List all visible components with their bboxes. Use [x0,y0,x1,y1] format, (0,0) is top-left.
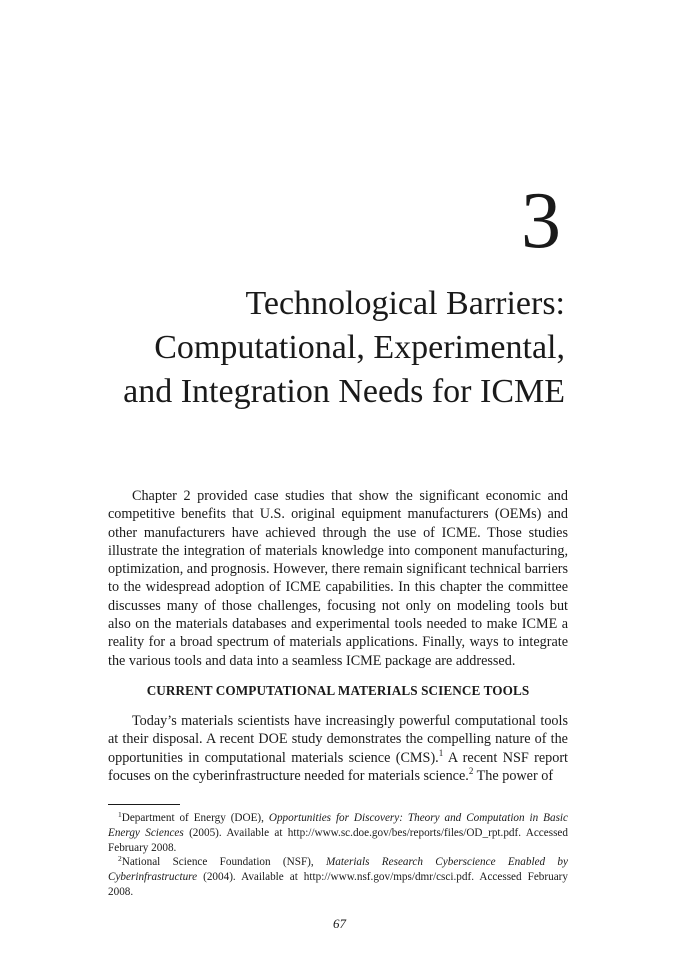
page-number: 67 [333,916,346,931]
footnote-1 [108,811,568,855]
footnote-divider [108,804,180,805]
footnote-2 [108,855,568,899]
chapter-title-line: Technological Barriers: [245,285,565,322]
footnotes [108,811,568,900]
section-heading: CURRENT COMPUTATIONAL MATERIALS SCIENCE TOOLS [146,683,530,698]
chapter-number: 3 [521,177,561,265]
chapter-title [45,282,565,414]
intro-paragraph: Chapter 2 provided case studies that show the significant economic and competitive benefits that U.S. original equipment manufacturers (OEMs) and other manufacturers have achieved through the use of ICME. Those studies illustrate the integration of materials knowledge into component manufacturing, optimization, and prognosis. However, there remain significant technical barriers to the widespread adoption of ICME capabilities. In this chapter the committee discusses many of those challenges, focusing not only on modeling tools but also on the materials databases and experimental tools needed to make ICME a reality for a broad spectrum of materials applications. Finally, ways to integrate the various tools and data into a seamless ICME package are addressed. [108,488,568,669]
footnote-ref-2[interactable]: 2 [468,765,474,776]
footnote-marker: 1 [118,810,122,819]
footnote-text: (2005). Available at http://www.sc.doe.gov/bes/reports/files/OD_rpt.pdf. Accessed February 2008. [108,826,568,854]
footnote-marker: 2 [118,854,122,864]
chapter-title-line: Computational, Experimental, [154,329,565,366]
footnote-text: Department of Energy (DOE), [121,812,269,824]
section-text: Today’s materials scientists have increasingly powerful computational tools at their disposal. A recent DOE study demonstrates the compelling nature of the opportunities in computational materials science (CMS). [108,713,568,766]
chapter-title-line: and Integration Needs for ICME [123,373,565,410]
section-text: A recent NSF report focuses on the cyberinfrastructure needed for materials science. [108,749,568,784]
footnote-text: National Science Foundation (NSF), [121,856,326,869]
footnote-ref-1[interactable]: 1 [438,747,444,758]
footnote-title: Materials Research Cyberscience Enabled by Cyberinfrastructure [108,856,568,884]
section-paragraph [108,712,568,785]
footnote-text: (2004). Available at http://www.nsf.gov/mps/dmr/csci.pdf. Accessed February 2008. [108,871,568,898]
section-text: The power of [473,767,554,784]
footnote-title: Opportunities for Discovery: Theory and Computation in Basic Energy Sciences [108,812,568,839]
